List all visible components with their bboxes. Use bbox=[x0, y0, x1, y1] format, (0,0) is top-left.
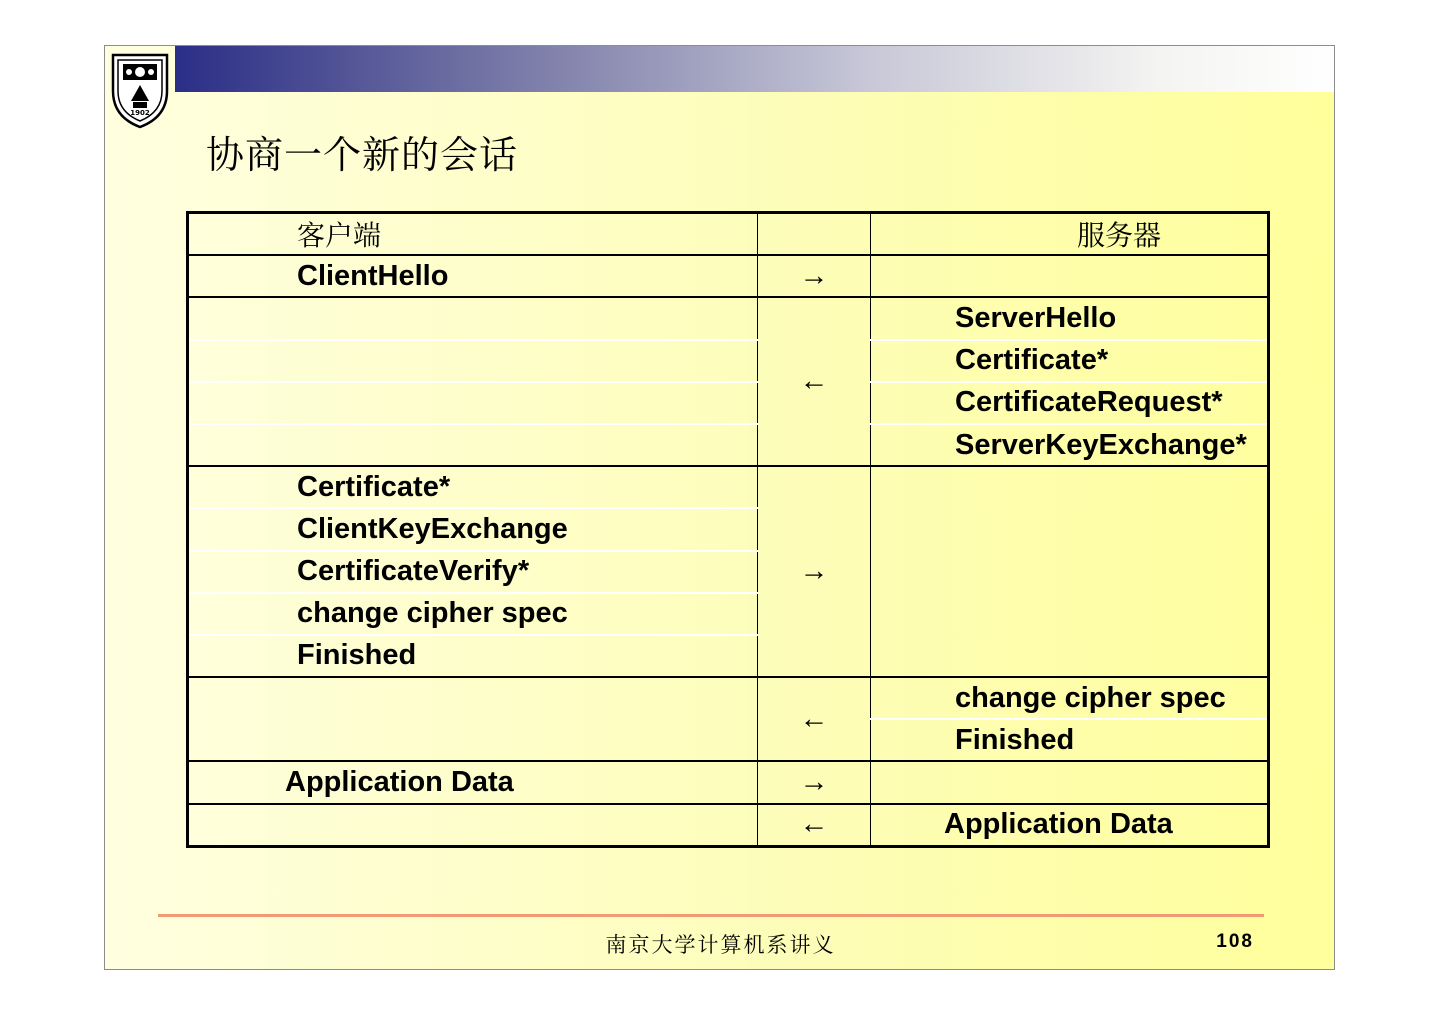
column-header-arrow bbox=[758, 213, 871, 256]
client-message bbox=[188, 297, 758, 339]
server-message bbox=[871, 255, 1269, 297]
table-row bbox=[188, 677, 1269, 719]
header-gradient-bar bbox=[175, 46, 1335, 92]
client-message bbox=[188, 677, 758, 761]
client-message: Certificate* bbox=[188, 466, 758, 508]
arrow-right-icon: → bbox=[758, 255, 871, 297]
server-message bbox=[871, 466, 1269, 677]
server-message: Application Data bbox=[871, 804, 1269, 847]
server-message: change cipher spec bbox=[871, 677, 1269, 719]
arrow-left-icon: ← bbox=[758, 677, 871, 761]
slide bbox=[104, 45, 1335, 970]
arrow-right-icon: → bbox=[758, 466, 871, 677]
client-message: Application Data bbox=[188, 761, 758, 803]
client-message: change cipher spec bbox=[188, 593, 758, 635]
arrow-left-icon: ← bbox=[758, 804, 871, 847]
crest-year: 1902 bbox=[130, 109, 150, 117]
table-row bbox=[188, 761, 1269, 803]
client-message bbox=[188, 804, 758, 847]
table-row bbox=[188, 255, 1269, 297]
footer-divider bbox=[158, 914, 1264, 917]
client-message: Finished bbox=[188, 635, 758, 677]
footer-text: 南京大学计算机系讲义 bbox=[605, 933, 836, 957]
server-message: CertificateRequest* bbox=[871, 382, 1269, 424]
server-message: Certificate* bbox=[871, 340, 1269, 382]
page-number: 108 bbox=[1216, 931, 1254, 952]
client-message: CertificateVerify* bbox=[188, 551, 758, 593]
server-message bbox=[871, 761, 1269, 803]
table-row bbox=[188, 340, 1269, 382]
arrow-left-icon: ← bbox=[758, 297, 871, 466]
table-row bbox=[188, 466, 1269, 508]
university-crest-icon bbox=[109, 51, 171, 129]
column-header-client: 客户端 bbox=[188, 213, 758, 256]
server-message: ServerHello bbox=[871, 297, 1269, 339]
client-message: ClientHello bbox=[188, 255, 758, 297]
client-message bbox=[188, 340, 758, 382]
client-message bbox=[188, 424, 758, 466]
table-row bbox=[188, 382, 1269, 424]
client-message bbox=[188, 382, 758, 424]
client-message: ClientKeyExchange bbox=[188, 508, 758, 550]
arrow-right-icon: → bbox=[758, 761, 871, 803]
server-message: ServerKeyExchange* bbox=[871, 424, 1269, 466]
slide-title: 协商一个新的会话 bbox=[206, 133, 519, 177]
table-row bbox=[188, 424, 1269, 466]
table-header-row bbox=[188, 213, 1269, 256]
table-row bbox=[188, 804, 1269, 847]
server-message: Finished bbox=[871, 719, 1269, 761]
table-row bbox=[188, 297, 1269, 339]
handshake-table bbox=[186, 211, 1270, 848]
column-header-server: 服务器 bbox=[1077, 219, 1162, 253]
